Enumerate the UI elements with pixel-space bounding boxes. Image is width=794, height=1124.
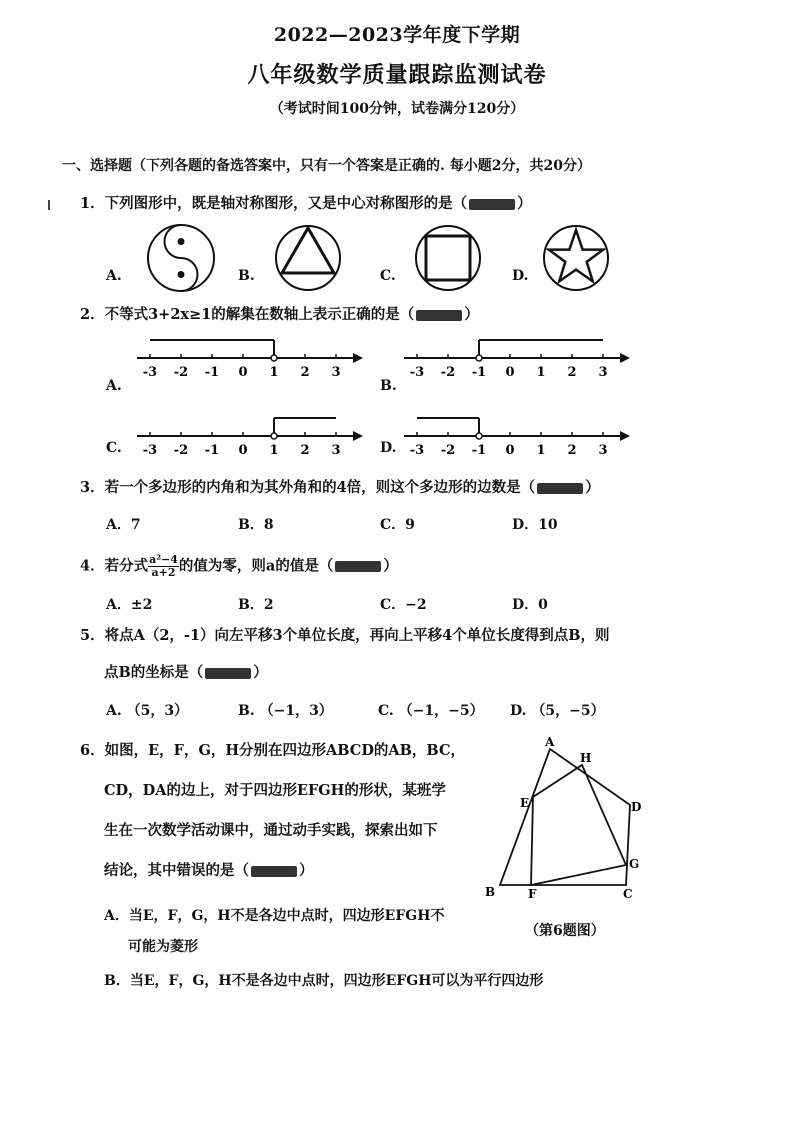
q5-option-d: D. （5，−5） — [510, 703, 605, 719]
tick-label: -3 — [409, 443, 425, 458]
tick-label: -2 — [173, 365, 189, 380]
q6-option-b: B．当E，F，G，H不是各边中点时，四边形EFGH可以为平行四边形 — [104, 973, 544, 989]
q1-option-a-label: A. — [106, 268, 122, 284]
square-in-circle-icon — [412, 222, 484, 294]
number-line-b — [402, 330, 632, 385]
tick-label: 0 — [505, 443, 515, 458]
tick-label: 3 — [331, 443, 341, 458]
question-number: 5． — [80, 627, 105, 644]
exam-subtitle: （考试时间100分钟，试卷满分120分） — [269, 101, 525, 117]
label-a: A — [545, 735, 555, 749]
question-text: 不等式3+2x≥1的解集在数轴上表示正确的是（ — [104, 306, 415, 323]
label-e: E — [520, 796, 530, 810]
boundary-point — [476, 355, 482, 361]
tick-label: 2 — [567, 443, 577, 458]
tick-label: 0 — [505, 365, 515, 380]
label-g: G — [629, 857, 640, 871]
question-number: 6． — [80, 742, 105, 759]
number-line-a — [135, 330, 365, 385]
exam-title-year: 2022—2023学年度下学期 — [273, 24, 521, 46]
question-text: 若一个多边形的内角和为其外角和的4倍，则这个多边形的边数是（ — [104, 479, 536, 496]
tick-label: 2 — [567, 365, 577, 380]
label-c: C — [623, 887, 633, 901]
question-text: 下列图形中，既是轴对称图形，又是中心对称图形的是（ — [104, 195, 468, 212]
tick-label: 1 — [536, 365, 546, 380]
redacted-answer — [469, 199, 515, 210]
redacted-answer — [416, 310, 462, 321]
tick-label: 0 — [238, 365, 248, 380]
axis-arrow — [353, 353, 363, 363]
q3-option-d: D．10 — [512, 517, 558, 533]
tick-label: -2 — [440, 443, 456, 458]
number-line-c — [135, 408, 365, 463]
q6-option-a-line1: A．当E，F，G，H不是各边中点时，四边形EFGH不 — [104, 908, 445, 924]
question-2: 2．不等式3+2x≥1的解集在数轴上表示正确的是（ ） — [80, 306, 479, 323]
q1-option-c-label: C. — [380, 268, 396, 284]
axis-arrow — [620, 431, 630, 441]
redacted-answer — [251, 866, 297, 877]
label-d: D — [631, 800, 642, 814]
axis-arrow — [620, 353, 630, 363]
fraction: $\frac{\text{a²−4}}{a+2}$ — [149, 553, 178, 579]
q6-option-a-line2: 可能为菱形 — [128, 939, 198, 955]
question-6: 6．如图，E，F，G，H分别在四边形ABCD的AB，BC， — [80, 742, 465, 759]
question-5-line2: 点B的坐标是（ ） — [104, 664, 268, 681]
q5-option-c: C. （−1，−5） — [378, 703, 484, 719]
q5-option-b: B. （−1，3） — [238, 703, 333, 719]
question-6-line4: 结论，其中错误的是（ ） — [104, 862, 314, 879]
question-text: 将点A（2，-1）向左平移3个单位长度，再向上平移4个单位长度得到点B，则 — [104, 627, 610, 644]
tick-label: 3 — [331, 365, 341, 380]
question-number: 2． — [80, 306, 105, 323]
q3-option-c: C．9 — [380, 517, 415, 533]
tick-label: 2 — [300, 443, 310, 458]
q4-option-d: D．0 — [512, 597, 548, 613]
tick-label: 3 — [598, 365, 608, 380]
q2-option-c-label: C. — [106, 440, 122, 456]
question-6-line3: 生在一次数学活动课中，通过动手实践，探索出如下 — [104, 822, 438, 839]
boundary-point — [271, 355, 277, 361]
star-in-circle-icon — [540, 222, 612, 294]
q5-option-a: A. （5，3） — [106, 703, 189, 719]
tick-label: 1 — [536, 443, 546, 458]
margin-mark — [48, 200, 50, 210]
question-6-line2: CD，DA的边上，对于四边形EFGH的形状，某班学 — [104, 782, 446, 799]
tick-label: -2 — [173, 443, 189, 458]
question-number: 4． — [80, 557, 105, 575]
figure-caption: （第6题图） — [525, 923, 605, 939]
q2-option-b-label: B. — [380, 378, 397, 394]
q4-option-a: A．±2 — [106, 597, 153, 613]
label-h: H — [580, 751, 592, 765]
tick-label: 3 — [598, 443, 608, 458]
q3-option-b: B．8 — [238, 517, 274, 533]
boundary-point — [476, 433, 482, 439]
tick-label: -3 — [142, 443, 158, 458]
axis-arrow — [353, 431, 363, 441]
question-5 — [80, 624, 609, 645]
q1-option-b-label: B. — [238, 268, 255, 284]
redacted-answer — [335, 561, 381, 572]
yin-yang-icon — [145, 222, 217, 294]
label-f: F — [528, 887, 537, 901]
boundary-point — [271, 433, 277, 439]
question-number: 1． — [80, 195, 105, 212]
redacted-answer — [205, 668, 251, 679]
tick-label: -3 — [142, 365, 158, 380]
q2-option-d-label: D. — [380, 440, 397, 456]
tick-label: 0 — [238, 443, 248, 458]
tick-label: 2 — [300, 365, 310, 380]
redacted-answer — [537, 483, 583, 494]
question-number: 3． — [80, 479, 105, 496]
tick-label: -3 — [409, 365, 425, 380]
number-line-d — [402, 408, 632, 463]
q4-option-c: C．−2 — [380, 597, 427, 613]
tick-label: 1 — [269, 443, 279, 458]
label-b: B — [485, 885, 496, 899]
question-1: 1．下列图形中，既是轴对称图形，又是中心对称图形的是（ ） — [80, 195, 532, 212]
question-4: 4．若分式 $\frac{\text{a²−4}}{a+2}$ 的值为零，则a的值是（ ） — [80, 553, 398, 579]
triangle-in-circle-icon — [272, 222, 344, 294]
section-heading: 一、选择题（下列各题的备选答案中，只有一个答案是正确的. 每小题2分，共20分） — [62, 158, 591, 174]
tick-label: 1 — [269, 365, 279, 380]
quadrilateral-figure — [478, 735, 648, 910]
q1-option-d-label: D. — [512, 268, 529, 284]
tick-label: -1 — [471, 443, 487, 458]
exam-title: 八年级数学质量跟踪监测试卷 — [247, 62, 547, 88]
q3-option-a: A．7 — [106, 517, 141, 533]
tick-label: -1 — [204, 365, 220, 380]
tick-label: -2 — [440, 365, 456, 380]
q4-option-b: B．2 — [238, 597, 274, 613]
q2-option-a-label: A. — [106, 378, 122, 394]
tick-label: -1 — [471, 365, 487, 380]
tick-label: -1 — [204, 443, 220, 458]
question-3: 3．若一个多边形的内角和为其外角和的4倍，则这个多边形的边数是（ ） — [80, 479, 600, 496]
